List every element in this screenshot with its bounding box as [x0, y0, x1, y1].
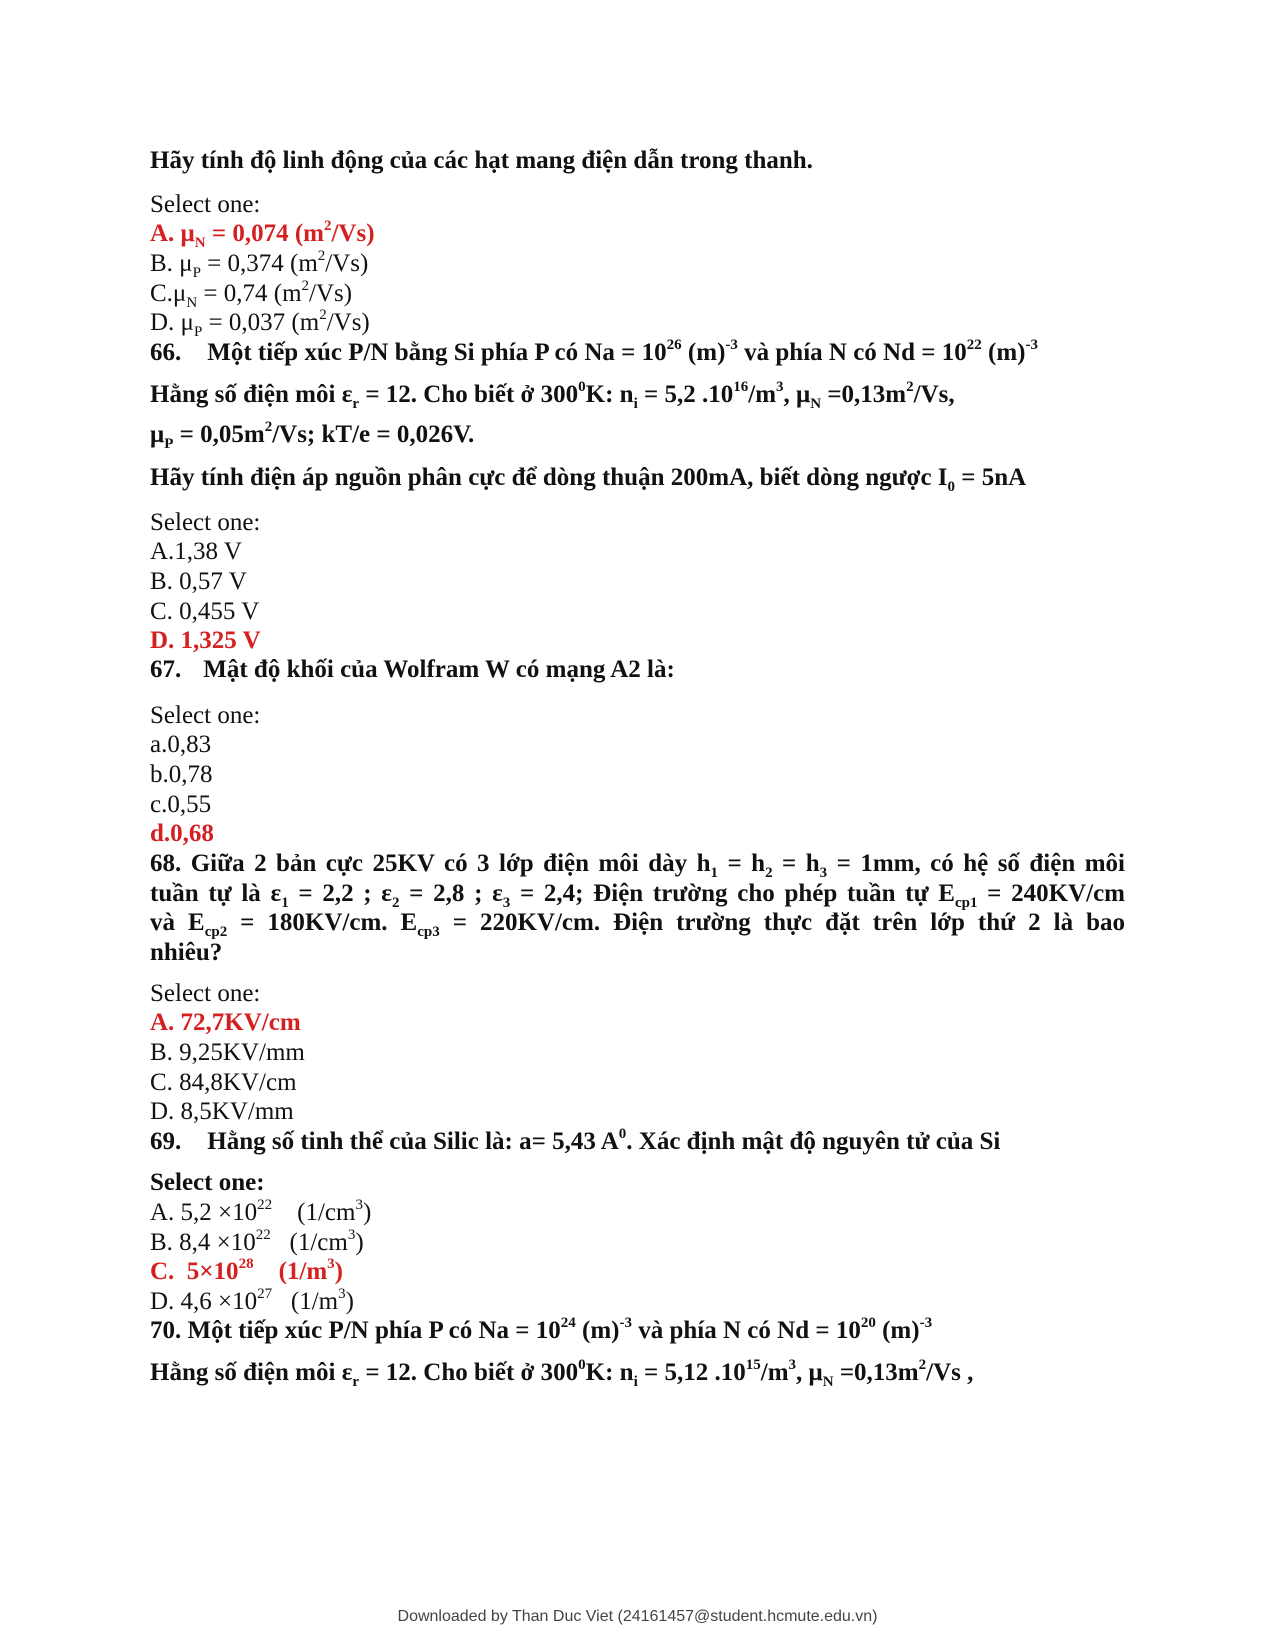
option: $C.\mu_N = 0,74$ $(m^2/Vs)$ — [150, 277, 353, 311]
option: B. $8,4 \times 10^{22}$ $(1/cm^3)$ — [150, 1226, 364, 1256]
question-66-line-2: Hằng số điện môi $\varepsilon_r = 12$. Cho biết ở $300^0K$: $n_i = 5,2$ $.10^{16}/m^3$, $\mu_N =0,13m^2/Vs$, — [150, 378, 955, 412]
option: A. $5,2 \times 10^{22}$ $(1/cm^3)$ — [150, 1196, 372, 1226]
select-one-label: Select one: — [150, 191, 261, 218]
question-68-line-4: nhiêu? — [150, 939, 223, 966]
question-69: 69. Hằng số tinh thể của Silic là: a= 5,43 $A^0$. Xác định mật độ nguyên tử của Si — [150, 1125, 1001, 1155]
question-68-line-1: 68. Giữa 2 bản cực 25KV có 3 lớp điện môi dày $h_1 = h_2 = h_3 = 1mm$, có hệ số điện môi — [150, 850, 1125, 881]
question-68-line-3: và $E_{cp2} = 180KV/cm$. $E_{cp3} = 220KV/cm$. Điện trường thực đặt trên lớp thứ 2 là bao — [150, 909, 1125, 940]
option: b.0,78 — [150, 761, 213, 788]
option: D. $4,6 \times 10^{27}$ $(1/m^3)$ — [150, 1285, 354, 1315]
select-one-label: Select one: — [150, 1169, 265, 1196]
option-correct: C. $5\times 10^{28}$ $(1/m^3)$ — [150, 1255, 343, 1285]
question-text: Hãy tính độ linh động của các hạt mang điện dẫn trong thanh. — [150, 147, 813, 174]
option: B. 0,57 V — [150, 568, 247, 595]
option-correct: d.0,68 — [150, 820, 214, 847]
option: B. 9,25KV/mm — [150, 1039, 305, 1066]
option: D. 8,5KV/mm — [150, 1098, 294, 1125]
question-66-line-4: Hãy tính điện áp nguồn phân cực để dòng thuận 200mA, biết dòng ngược $I_0 = 5nA$ — [150, 464, 1027, 495]
question-67: 67. Mật độ khối của Wolfram W có mạng A2 là: — [150, 656, 675, 683]
question-70-line-2: Hằng số điện môi $\varepsilon_r = 12$. Cho biết ở $300^0K$: $n_i = 5,12$ $.10^{15}/m^3$, $\mu_N =0,13m^2/Vs$ , — [150, 1356, 974, 1390]
option: C. 0,455 V — [150, 598, 260, 625]
option-correct: A. 72,7KV/cm — [150, 1009, 301, 1036]
option: B. $\mu_P = 0,374$ $(m^2/Vs)$ — [150, 247, 369, 281]
select-one-label: Select one: — [150, 980, 261, 1007]
download-footer: Downloaded by Than Duc Viet (24161457@student.hcmute.edu.vn) — [397, 1608, 878, 1625]
question-66-line-1: 66. Một tiếp xúc P/N bằng Si phía P có $Na = 10^{26}$ $(m)^{-3}$ và phía N có $Nd = 10^{22}$ $(m)^{-3}$ — [150, 336, 1038, 366]
option-correct: A. $\mu_N = 0,074$ $(m^2/Vs)$ — [150, 217, 375, 251]
option: C. 84,8KV/cm — [150, 1069, 297, 1096]
question-70-line-1: 70. Một tiếp xúc P/N phía P có $Na = 10^{24}$ $(m)^{-3}$ và phía N có $Nd = 10^{20}$ $(m)^{-3}$ — [150, 1314, 933, 1344]
option-correct: D. 1,325 V — [150, 627, 261, 654]
question-66-line-3: $\mu_P = 0,05m^2/Vs$; kT/e = 0,026V. — [150, 418, 475, 452]
select-one-label: Select one: — [150, 702, 261, 729]
question-68-line-2: tuần tự là $\varepsilon_1 = 2,2$ ; $\varepsilon_2 = 2,8$ ; $\varepsilon_3 = 2,4$; Điện trường cho phép tuần tự $E_{cp1} = 240KV/cm$ — [150, 880, 1125, 911]
select-one-label: Select one: — [150, 509, 261, 536]
option: A.1,38 V — [150, 538, 242, 565]
option: D. $\mu_P = 0,037$ $(m^2/Vs)$ — [150, 306, 370, 340]
option: c.0,55 — [150, 791, 212, 818]
option: a.0,83 — [150, 731, 212, 758]
